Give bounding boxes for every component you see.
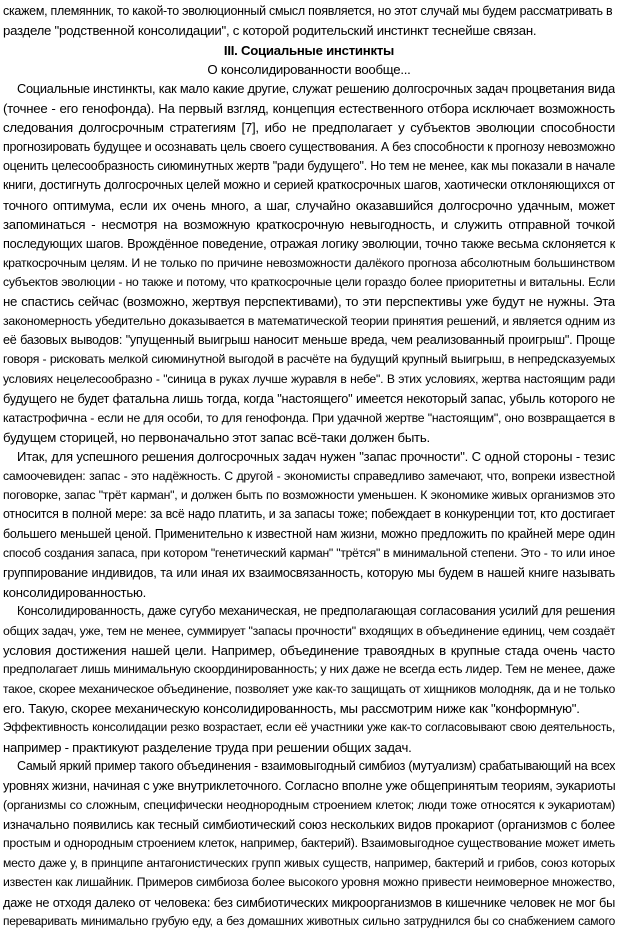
text-line: изначально появились как тесный симбиотический союз нескольких видов прокариот (организмов с более	[3, 817, 615, 833]
text-line: переваривать минимально грубую еду, а без домашних животных сильно затруднился бы со снабжением самого	[3, 913, 615, 928]
text-line: краткосрочным целям. И не только по причине невозможности далёкого прогноза абсолютным большинством	[3, 255, 615, 270]
text-line: способ создания запаса, при котором "генетический карман" "трётся" в минимальной степени. Это - то или иное	[3, 546, 615, 561]
text-line: группирование индивидов, та или иная их взаимосвязанность, которую мы будем в нашей книге называть	[3, 565, 615, 581]
section-subheading: О консолидированности вообще...	[207, 62, 411, 78]
text-line: большего меньшей ценой. Применительно к известной нам жизни, можно предложить по крайней мере один	[3, 526, 615, 541]
text-line: место даже у, в принципе антагонистических групп живых существ, например, бактерий и грибов, союз которых	[3, 855, 615, 870]
text-line: уровнях жизни, начиная с уже внутриклеточного. Согласно вполне уже общепринятым теориям, эукариоты	[3, 778, 615, 794]
text-line: катастрофична - если не для особи, то для генофонда. При удачной жертве "настоящим", оно возвращается в	[3, 410, 615, 425]
text-line: закономерность убедительно доказывается в математической теории принятия решений, и является одним из	[3, 313, 615, 328]
text-line: (точнее - его генофонда). На первый взгляд, концепция естественного отбора исключает возможность	[3, 100, 615, 116]
text-line: оценить целесообразность сиюминутных жертв "ради будущего". Но тем не менее, как мы показали в начале	[3, 158, 615, 173]
text-line: Итак, для успешного решения долгосрочных задач нужен "запас прочности". С одной стороны - тезис	[17, 449, 615, 465]
text-line: условиях нецелесообразно - "синица в руках лучше журавля в небе". В этих условиях, жертва настоящим ради	[3, 371, 615, 386]
text-line: общих задач, уже, тем не менее, суммирует "запасы прочности" входящих в объединение единиц, чем создаёт	[3, 623, 615, 638]
text-line: книги, достигнуть долгосрочных целей можно и серией краткосрочных шагов, хаотически отклоняющихся от	[3, 178, 615, 193]
text-line: не спастись сейчас (возможно, жертвуя перспективами), то эти перспективы уже будут не нужны. Эта	[3, 294, 615, 310]
text-line: скажем, племянник, то какой-то эволюционный смысл появляется, но этот случай мы будем рассматривать в	[3, 4, 613, 18]
text-line: последующих шагов. Врождённое поведение, отражая логику эволюции, точно также весьма склоняется к	[3, 236, 615, 252]
text-line: поговорке, запас "трёт карман", и должен быть по возможности уменьшен. К экономике живых организмов это	[3, 487, 615, 502]
text-line: прогнозировать будущее и осознавать цель своего существования. А без способности к прогнозу невозможно	[3, 139, 615, 154]
text-line: консолидированностью.	[3, 584, 147, 600]
text-line: (организмы со сложным, специфически неоднородным строением клеток; люди тоже относятся к эукариотам)	[3, 797, 615, 812]
text-line: даже не отходя далеко от человека: без симбиотических микроорганизмов в кишечнике человек не мог бы	[3, 894, 615, 910]
text-line: будущем сторицей, но первоначально этот запас всё-таки должен быть.	[3, 429, 430, 445]
text-line: её базовых выводов: "упущенный выигрыш наносит меньше вреда, чем реализованный проигрыш". Проще	[3, 333, 615, 348]
text-line: точного оптимума, если их очень много, а шаг, случайно оказавшийся долгосрочно удачным, может	[3, 197, 615, 213]
text-line: простым и однородным строением клеток, например, бактерий). Взаимовыгодное существование может иметь	[3, 836, 615, 851]
text-line: будущего не будет фатальна лишь тогда, когда "настоящего" имеется некоторый запас, убыль которого не	[3, 391, 615, 407]
text-line: самоочевиден: запас - это надёжность. С другой - экономисты справедливо замечают, что, вопреки известной	[3, 468, 615, 483]
text-line: следования долгосрочным стратегиям [7], ибо не предполагает у субъектов эволюции способности	[3, 120, 615, 136]
text-line: субъектов эволюции - но также и потому, что краткосрочные цели гораздо более приоритетны и витальны. Если	[3, 275, 615, 290]
text-line: разделе "родственной консолидации", с которой родительский инстинкт теснейше связан.	[3, 23, 537, 39]
text-line: Социальные инстинкты, как мало какие другие, служат решению долгосрочных задач процветания вида	[17, 81, 615, 97]
text-line: Консолидированность, даже сугубо механическая, не предполагающая согласования усилий для решения	[17, 604, 615, 619]
text-line: например - практикуют разделение труда при решении общих задач.	[3, 739, 412, 755]
text-line: его. Такую, скорее механическую консолидированность, мы рассмотрим ниже как "конформную".	[3, 700, 580, 716]
section-heading: III. Социальные инстинкты	[223, 42, 395, 58]
text-line: запоминаться - несмотря на возможную краткосрочную невыгодность, и служить отправной точкой	[3, 216, 615, 232]
text-line: Самый яркий пример такого объединения - взаимовыгодный симбиоз (мутуализм) срабатывающий на всех	[17, 759, 615, 774]
text-line: относится в полной мере: за всё надо платить, и за запасы тоже; побеждает в конкуренции тот, кто достигает	[3, 507, 615, 522]
text-line: такое, скорее механическое объединение, позволяет уже как-то защищать от хищников молодняк, да и не только	[3, 681, 615, 696]
text-line: известен как лишайник. Примеров симбиоза более высокого уровня можно привести неимоверное множество,	[3, 875, 615, 890]
text-line: условия достижения нашей цели. Например, объединение травоядных в крупные стада очень часто	[3, 642, 615, 658]
text-line: Эффективность консолидации резко возрастает, если её участники уже как-то согласовывают свою деятельность,	[3, 720, 615, 735]
text-line: говоря - рисковать мелкой сиюминутной выгодой в расчёте на будущий крупный выигрыш, в непредсказуемых	[3, 352, 615, 367]
text-line: предполагает лишь минимальную скоординированность; у них даже не всегда есть лидер. Тем не менее, даже	[3, 662, 615, 677]
